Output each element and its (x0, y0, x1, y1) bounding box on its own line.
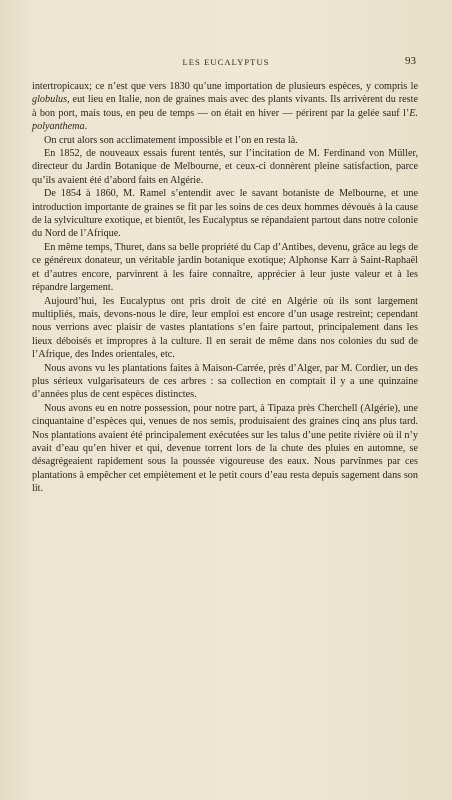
page-header (0, 57, 452, 73)
paragraph-text: intertropicaux; ce n’est que vers 1830 qu’une importation de plusieurs espèces, y compris le (32, 81, 418, 92)
paragraph: On crut alors son acclimatement impossible et l’on en resta là. (44, 134, 298, 146)
paragraph (32, 80, 418, 134)
paragraph-text: . (84, 121, 88, 133)
paragraph: Nous avons eu en notre possession, pour notre part, à Tipaza près Cherchell (Algérie), une cinquantaine d’espèces qui, venues de nos semis, produisaient des graines cinq ans plus tard. Nos plantations avaient été principalement exécutées sur les talus d’une petite rivière où il n’y avait d’eau qu’en hiver et qui, devenue torrent lors de la chute des pluies en automne, se désagrégeaient rapidement sous la poussée vigoureuse des eaux. Nous parvînmes par ces plantations à empêcher cet empiètement et le petit cours d’eau resta depuis sagement dans son lit. (32, 402, 418, 495)
paragraph: En même temps, Thuret, dans sa belle propriété du Cap d’Antibes, devenu, grâce au legs de ce généreux donateur, un véritable jardin botanique exotique; Alphonse Karr à Saint-Raphaël et d’autres encore, parvinrent à les faire connaître, apprécier à leur juste valeur et à les répandre largement. (32, 241, 418, 294)
body-text (32, 80, 418, 496)
paragraph-text: , eut lieu en Italie, non de graines mais avec des plants vivants. Ils arrivèrent du reste à bon port, mais tous, en peu de temps — on était en hiver — périrent par la gelée sauf l’ (32, 94, 418, 119)
paragraph: Aujourd’hui, les Eucalyptus ont pris droit de cité en Algérie où ils sont largement multipliés, mais, devons-nous le dire, leur emploi est encore d’un usage restreint; cependant nous verrions avec plaisir de vastes plantations s’en faire partout, principalement dans les lieux déboisés et impropres à la culture. Il en serait de même dans nos colonies du sud de l’Afrique, des Indes orientales, etc. (32, 295, 418, 361)
paragraph: En 1852, de nouveaux essais furent tentés, sur l’incitation de M. Ferdinand von Müller, directeur du Jardin Botanique de Melbourne, et ceux-ci donnèrent pleine satisfaction, parce qu’ils avaient été d’abord faits en Algérie. (32, 148, 418, 186)
paragraph: De 1854 à 1860, M. Ramel s’entendit avec le savant botaniste de Melbourne, et une introduction importante de graines se fit par les soins de ces deux hommes dévoués à la cause de la sylviculture exotique, et bientôt, les Eucalyptus se répandaient partout dans notre colonie du Nord de l’Afrique. (32, 188, 418, 240)
species-name: globulus (32, 94, 68, 106)
species-name: E. polyanthema (32, 107, 418, 133)
page-number: 93 (405, 55, 416, 67)
paragraph: Nous avons vu les plantations faites à Maison-Carrée, près d’Alger, par M. Cordier, un des plus sérieux vulgarisateurs de ces arbres : sa collection en comptait il y a une quinzaine d’années plus de cent espèces distinctes. (32, 362, 418, 401)
running-head: LES EUCALYPTUS (182, 57, 270, 67)
